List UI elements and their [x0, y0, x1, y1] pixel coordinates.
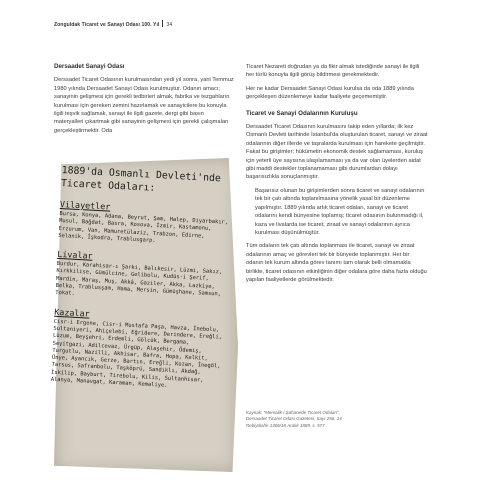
group-heading: Kazalar — [54, 306, 90, 319]
group-list: Burdur, Karahisar-ı Şarki, Balıkesir, Lüzmi, Sakız, Kırkkilise, Gümülcine, Gelibolu, Kudüs-i Şerif, Mardin, Maraş, Muş, Akkâ, Gaziler, Akka, Lazkiye, Belka, Trablusşam, Hama, Mersin, Gümüşhane, Samsun, Tokat. — [55, 261, 223, 298]
group-list: Bursa, Konya, Adana, Beyrut, Şam, Halep, Diyarbakır, Musul, Bağdat, Basra, Kosova, İzmir, Kastamonu, Erzurum, Van, Mamuretülaziz, Trabzon, Edirne, Selanik, İşkodra, Trablusgarp. — [58, 210, 229, 244]
section-heading-sanayi-odasi: Dersaadet Sanayi Odası — [54, 63, 125, 70]
header-divider — [162, 20, 163, 27]
page-number: 34 — [166, 22, 173, 28]
group-list: Cisr-i Ergene, Cisr-i Mustafa Paşa, Havza, İnebolu, Sultaniyeri, Ahiçelebi, Eğridere, Derindere, Ereğli, Lüzum, Beyşehri, Erdemli, Gölcük, Bergama, Seyitgazi, Adilcevaz, Ürgüp, Alaşehir, Ödemiş, Turgutlu, Nazilli, Akhisar, Bafra, Hopa, Kelkit, Ünye, Ayancık, Gerze, Bartın, Ereğli, Kozan, İnegöl, Tarsus, Safranbolu, Taşköprü, Sandıklı, Akdağ, İskilip, Bayburt, Tirebolu, Kilis, Sultanhisar, Alanya, Manavgat, Karaman, Kemaliye. — [50, 318, 223, 389]
section-heading-kurulus: Ticaret ve Sanayi Odalarının Kuruluşu — [246, 109, 358, 117]
document-title: 1889'da Osmanlı Devleti'nde Ticaret Odaları: — [60, 165, 222, 194]
left-paragraph: Derssadet Ticaret Odasının kurulmasından yedi yıl sonra, yani Temmuz 1980 yılında Dersaadet Sanayi Odası kurulmuştur. Odanın amacı; sanayinin gelişmesi için gerekli tedbirleri almak, fabrika ve tezgahların kurulması için gereken zemini hazırlamak ve sanayicilere bu konuyla ilgili teşvik sağlamak, sanayi ile ilgili gazete, dergi gibi basın materyalleri çıkartmak gibi sanayinin gelişmesi için gerekli çalışmaları gerçekleştirmektir. Oda — [54, 77, 234, 134]
right-paragraph-3: Dersaadet Ticaret Odasının kurulmasını takip eden yıllarda; ilk kez Osmanlı Devleti tarihinde İstanbul'da oluşturulan ticaret, sanayi ve ziraat odalarının diğer illerde ve taşralarda kurulması için harekete geçilmiştir. Fakat bu girişimler; hükümetin ekonomik destek sağlamaması, kuruluş için yeterli üye sayısına ulaşılamaması ya da var olan üyelerden aidat gibi maddi destekler toplanamaması gibi durumlardan dolayı başarısızlıkla sonuçlanmıştır. — [246, 124, 428, 181]
right-paragraph-5: Tüm odaların tek çatı altında toplanması ile ticaret, sanayi ve ziraat odalarının amaç ve görevleri tek bir bünyede toplanmıştır. Her bir odanın tek kurum altında görev tanımı tam olarak belli olmamakla birlikte, ticaret odasının etkinliğinin diğer odalara göre daha fazla olduğu yapılan faaliyetlerde görülmektedir. — [246, 243, 427, 283]
right-column — [246, 63, 428, 289]
document-group-livalar — [55, 249, 227, 306]
group-heading: Vilayetler — [59, 198, 111, 212]
right-paragraph-2: Her ne kadar Dersaadet Sanayi Odası kurulsa da oda 1889 yılında gerçekleşen düzenlemeye kadar faaliyete geçememiştir. — [246, 85, 414, 101]
right-paragraph-4: Başarısız olunan bu girişimlerden sonra ticaret ve sanayi odalarının tek bir çatı altında toplanılmasına yönelik yasal bir düzenleme yapılmıştır. 1889 yılında artık ticaret odaları, sanayi ve ticaret odalarını kendi bünyesine toplamış; ticaret odasının bulunmadığı il, kaza ve livalarda ise ticaret, ziraat ve sanayi odalarının ayrıca kurulması düşünülmüştür. — [255, 187, 425, 236]
source-caption: Kaynak: "Memalik-i Şahanede Ticaret Odaları", Dersaadet Ticaret Odası Gazetesi, Sayı 256, 14 Rebiyülahir 1306/18 Aralık 1889, s. 577. — [246, 410, 342, 428]
group-heading: Livalar — [57, 249, 93, 261]
left-column — [54, 63, 234, 140]
header-title: Zonguldak Ticaret ve Sanayi Odası 100. Yıl — [54, 22, 160, 28]
document-group-vilayetler — [58, 199, 230, 249]
document-group-kazalar — [51, 306, 225, 392]
right-paragraph-1: Ticaret Nezareti doğrudan ya da fikir almak istediğinde sanayi ile ilgili her türlü konuyla ilgili görüş bildirmesi gerekmektedir. — [246, 64, 420, 79]
running-header — [54, 20, 172, 28]
archival-document — [51, 165, 232, 393]
